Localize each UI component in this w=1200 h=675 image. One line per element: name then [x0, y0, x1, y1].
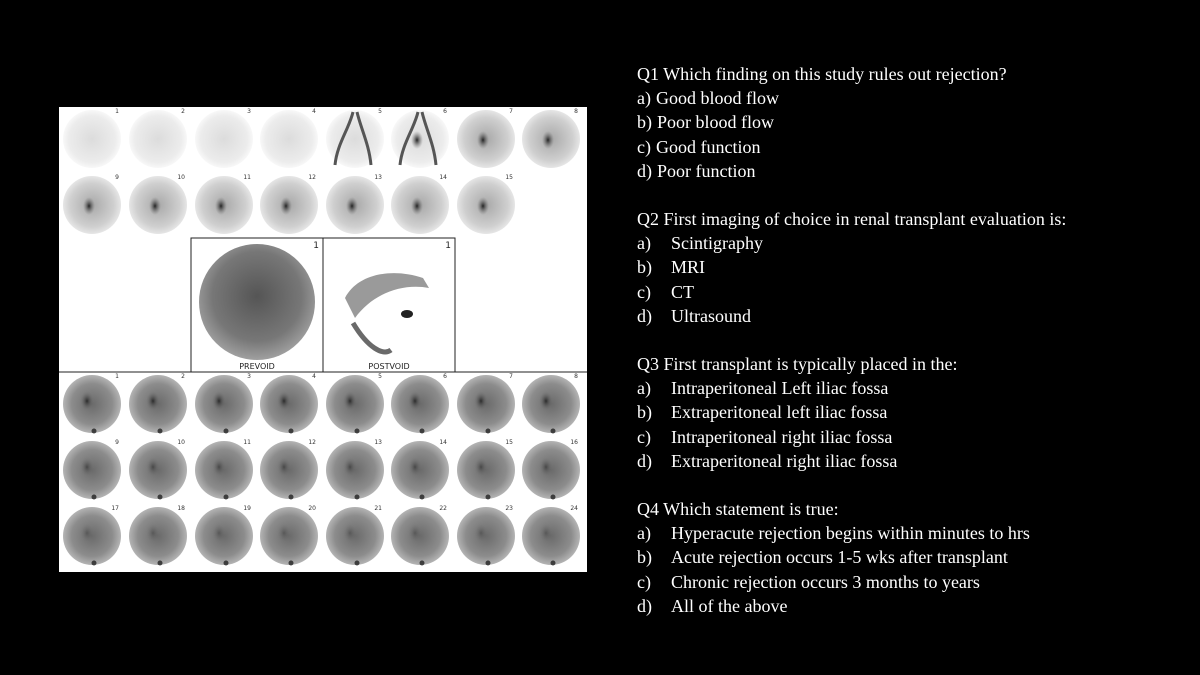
option-text: Extraperitoneal left iliac fossa [671, 402, 888, 423]
kidney-uptake [408, 457, 422, 477]
function-frame [129, 373, 187, 434]
option-text: MRI [671, 257, 706, 278]
kidney-uptake [477, 197, 489, 215]
bladder-spot [551, 495, 556, 500]
answer-option [637, 545, 1182, 569]
frame-number: 12 [308, 174, 316, 181]
frame-number: 14 [439, 174, 447, 181]
kidney-uptake [539, 457, 553, 477]
question-1 [637, 62, 1182, 183]
frame-number: 18 [177, 505, 185, 512]
bladder-spot [355, 429, 360, 434]
kidney-uptake [277, 523, 291, 543]
option-letter: a) [637, 523, 651, 544]
kidney-uptake [146, 523, 160, 543]
answer-option [637, 521, 1182, 545]
option-text: Good blood flow [655, 88, 779, 109]
scan-frames [59, 107, 587, 572]
question-title: Q3 First transplant is typically placed in the: [637, 354, 958, 375]
function-frame [260, 373, 318, 434]
kidney-uptake [343, 391, 357, 411]
bladder-spot [158, 561, 163, 566]
frame-number: 15 [505, 174, 513, 181]
option-letter: c) [637, 571, 651, 592]
function-frame [457, 505, 515, 566]
function-frame [522, 373, 580, 434]
option-letter: a) [637, 233, 651, 254]
question-2 [637, 207, 1182, 328]
answer-option [637, 135, 1182, 159]
flow-frame [457, 174, 515, 234]
option-text: Chronic rejection occurs 3 months to years [671, 571, 980, 592]
kidney-uptake [80, 523, 94, 543]
bladder-spot [158, 495, 163, 500]
flow-frame [326, 174, 384, 234]
kidney-uptake [474, 457, 488, 477]
function-frame [63, 373, 121, 434]
question-3 [637, 352, 1182, 473]
flow-frame [522, 108, 580, 168]
bladder-spot [551, 429, 556, 434]
kidney-uptake [146, 391, 160, 411]
frame-number: 23 [505, 505, 513, 512]
function-frame [391, 439, 449, 500]
frame-number: 5 [378, 108, 382, 115]
option-text: Scintigraphy [671, 233, 763, 254]
frame-number: 14 [439, 439, 447, 446]
kidney-uptake [408, 391, 422, 411]
bladder-spot [355, 495, 360, 500]
option-letter: b) [637, 257, 652, 278]
function-frame [260, 505, 318, 566]
frame-disc [260, 110, 318, 168]
frame-disc [63, 110, 121, 168]
function-frame [63, 439, 121, 500]
kidney-uptake [408, 523, 422, 543]
flow-frame [195, 108, 253, 168]
option-letter: b) [637, 112, 652, 133]
function-frame [522, 439, 580, 500]
bladder-spot [420, 561, 425, 566]
flow-frame [195, 174, 253, 234]
kidney-uptake [343, 523, 357, 543]
kidney-uptake [539, 391, 553, 411]
flow-frame [63, 108, 121, 168]
option-letter: d) [637, 305, 652, 326]
option-letter: c) [637, 281, 651, 302]
frame-disc [129, 110, 187, 168]
option-list [637, 86, 1182, 183]
bladder-spot [224, 495, 229, 500]
kidney-uptake [542, 131, 554, 149]
frame-number: 9 [115, 439, 119, 446]
option-text: Poor function [657, 160, 756, 181]
postvoid-image [323, 238, 455, 372]
kidney-uptake [212, 523, 226, 543]
bladder-spot [289, 429, 294, 434]
inset-number: 1 [445, 241, 451, 251]
option-list [637, 521, 1182, 618]
answer-option [637, 376, 1182, 400]
bladder-spot [486, 495, 491, 500]
answer-option [637, 570, 1182, 594]
function-frame [391, 373, 449, 434]
kidney-uptake [215, 197, 227, 215]
kidney-uptake [80, 391, 94, 411]
frame-disc [195, 110, 253, 168]
frame-number: 22 [439, 505, 447, 512]
quiz-questions [637, 62, 1182, 642]
option-text: Acute rejection occurs 1-5 wks after transplant [671, 547, 1008, 568]
flow-frame [457, 108, 515, 168]
frame-number: 6 [443, 108, 447, 115]
answer-option [637, 231, 1182, 255]
kidney-uptake [212, 457, 226, 477]
bladder-spot [420, 429, 425, 434]
option-letter: d) [637, 160, 652, 181]
flow-frame [129, 108, 187, 168]
function-frame [457, 439, 515, 500]
bladder-spot [92, 495, 97, 500]
function-frame [195, 439, 253, 500]
answer-option [637, 255, 1182, 279]
bladder-spot [486, 561, 491, 566]
answer-option [637, 304, 1182, 328]
frame-number: 10 [177, 174, 185, 181]
function-frame [195, 505, 253, 566]
function-frame [129, 439, 187, 500]
frame-number: 2 [181, 373, 185, 380]
option-letter: d) [637, 595, 652, 616]
pelvis-activity [401, 310, 413, 318]
function-frame [391, 505, 449, 566]
answer-option [637, 594, 1182, 618]
question-4 [637, 497, 1182, 618]
function-frame [326, 373, 384, 434]
function-frame [326, 505, 384, 566]
flow-frame [129, 174, 187, 234]
question-title: Q4 Which statement is true: [637, 499, 839, 520]
option-letter: d) [637, 450, 652, 471]
frame-number: 13 [374, 439, 382, 446]
frame-number: 1 [115, 108, 119, 115]
bladder-spot [551, 561, 556, 566]
option-letter: b) [637, 547, 652, 568]
frame-number: 6 [443, 373, 447, 380]
function-frame [326, 439, 384, 500]
option-text: Intraperitoneal Left iliac fossa [671, 378, 889, 399]
frame-number: 16 [570, 439, 578, 446]
frame-number: 1 [115, 373, 119, 380]
question-title: Q1 Which finding on this study rules out rejection? [637, 64, 1007, 84]
option-letter: c) [637, 136, 651, 157]
renal-scintigraphy-image [59, 107, 587, 572]
kidney-uptake [474, 523, 488, 543]
frame-number: 12 [308, 439, 316, 446]
frame-number: 11 [243, 439, 251, 446]
function-frame [195, 373, 253, 434]
kidney-uptake [411, 131, 423, 149]
kidney-uptake [146, 457, 160, 477]
kidney-uptake [277, 391, 291, 411]
option-text: All of the above [671, 595, 788, 616]
answer-option [637, 86, 1182, 110]
kidney-uptake [212, 391, 226, 411]
flow-frame [326, 108, 384, 168]
option-text: CT [671, 281, 695, 302]
frame-number: 20 [308, 505, 316, 512]
frame-number: 7 [509, 108, 513, 115]
kidney-uptake [474, 391, 488, 411]
flow-frame [260, 108, 318, 168]
frame-number: 17 [111, 505, 119, 512]
bladder-spot [289, 495, 294, 500]
flow-frame [391, 174, 449, 234]
frame-number: 7 [509, 373, 513, 380]
bladder-spot [224, 429, 229, 434]
kidney-uptake [411, 197, 423, 215]
answer-option [637, 400, 1182, 424]
inset-label: PREVOID [239, 362, 275, 371]
option-text: Poor blood flow [657, 112, 774, 133]
kidney-uptake [277, 457, 291, 477]
option-letter: a) [637, 88, 651, 109]
frame-number: 8 [574, 373, 578, 380]
prevoid-image [191, 238, 323, 372]
frame-number: 15 [505, 439, 513, 446]
option-text: Hyperacute rejection begins within minutes to hrs [671, 523, 1030, 544]
option-text: Ultrasound [671, 305, 751, 326]
option-letter: a) [637, 378, 651, 399]
flow-frame [391, 108, 449, 168]
frame-number: 19 [243, 505, 251, 512]
function-frame [129, 505, 187, 566]
frame-number: 21 [374, 505, 382, 512]
bladder-spot [486, 429, 491, 434]
answer-option [637, 159, 1182, 183]
frame-number: 24 [570, 505, 578, 512]
kidney-uptake [83, 197, 95, 215]
option-letter: c) [637, 426, 651, 447]
kidney-uptake [149, 197, 161, 215]
flow-frame [63, 174, 121, 234]
function-frame [260, 439, 318, 500]
frame-number: 11 [243, 174, 251, 181]
frame-number: 5 [378, 373, 382, 380]
kidney-uptake [280, 197, 292, 215]
frame-number: 9 [115, 174, 119, 181]
flow-frame [260, 174, 318, 234]
bladder-spot [158, 429, 163, 434]
option-text: Good function [655, 136, 761, 157]
kidney-uptake [477, 131, 489, 149]
kidney-uptake [80, 457, 94, 477]
function-frame [457, 373, 515, 434]
option-list [637, 376, 1182, 473]
frame-number: 10 [177, 439, 185, 446]
frame-number: 2 [181, 108, 185, 115]
bladder-spot [92, 561, 97, 566]
question-title: Q2 First imaging of choice in renal transplant evaluation is: [637, 209, 1067, 230]
bladder-spot [92, 429, 97, 434]
bladder-spot [224, 561, 229, 566]
frame-number: 4 [312, 373, 316, 380]
bladder-spot [289, 561, 294, 566]
frame-number: 8 [574, 108, 578, 115]
frame-number: 3 [247, 373, 251, 380]
kidney-uptake [539, 523, 553, 543]
function-frame [522, 505, 580, 566]
answer-option [637, 425, 1182, 449]
frame-number: 13 [374, 174, 382, 181]
option-text: Intraperitoneal right iliac fossa [671, 426, 893, 447]
frame-number: 4 [312, 108, 316, 115]
kidney-uptake [343, 457, 357, 477]
option-text: Extraperitoneal right iliac fossa [671, 450, 898, 471]
kidney-uptake [346, 197, 358, 215]
function-frame [63, 505, 121, 566]
answer-option [637, 280, 1182, 304]
bladder-spot [420, 495, 425, 500]
bladder-disc [199, 244, 315, 360]
option-letter: b) [637, 402, 652, 423]
inset-number: 1 [313, 241, 319, 251]
option-list [637, 231, 1182, 328]
frame-number: 3 [247, 108, 251, 115]
bladder-spot [355, 561, 360, 566]
answer-option [637, 110, 1182, 134]
answer-option [637, 449, 1182, 473]
inset-label: POSTVOID [368, 362, 410, 371]
